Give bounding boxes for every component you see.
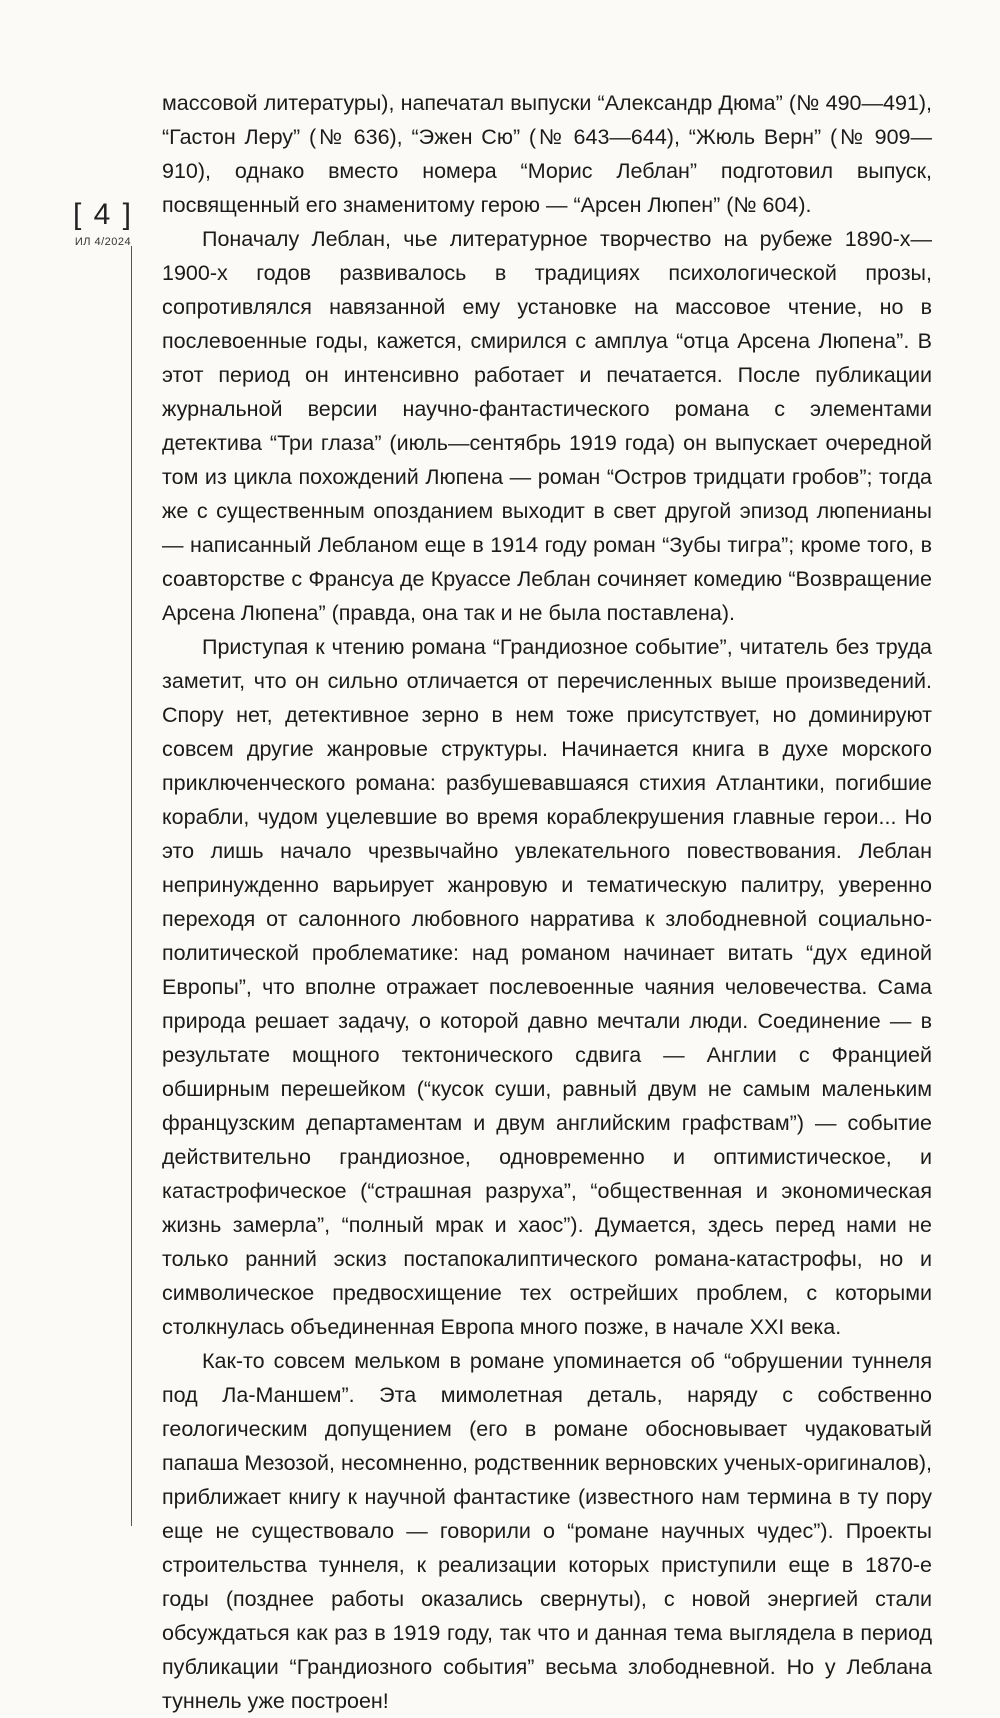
margin-rule [131, 246, 132, 1526]
paragraph-1: массовой литературы), напечатал выпуски “Александр Дюма” (№ 490—491), “Гастон Леру” (№ 636), “Эжен Сю” (№ 643—644), “Жюль Верн” (№ 909—910), однако вместо номера “Морис Леблан” подготовил выпуск, посвященный его знаменитому герою — “Арсен Люпен” (№ 604). [162, 91, 932, 217]
paragraph-3: Приступая к чтению романа “Грандиозное событие”, читатель без труда заметит, что он сильно отличается от перечисленных выше произведений. Спору нет, детективное зерно в нем тоже присутствует, но доминируют совсем другие жанровые структуры. Начинается книга в духе морского приключенческого романа: разбушевавшаяся стихия Атлантики, погибшие корабли, чудом уцелевшие во время кораблекрушения главные герои... Но это лишь начало чрезвычайно увлекательного повествования. Леблан непринужденно варьирует жанровую и тематическую палитру, уверенно переходя от салонного любовного нарратива к злободневной социально-политической проблематике: над романом начинает витать “дух единой Европы”, что вполне отражает послевоенные чаяния человечества. Сама природа решает задачу, о которой давно мечтали люди. Соединение — в результате мощного тектонического сдвига — Англии с Францией обширным перешейком (“кусок суши, равный двум не самым маленьким французским департаментам и двум английским графствам”) — событие действительно грандиозное, одновременно и оптимистическое, и катастрофическое (“страшная разруха”, “общественная и экономическая жизнь замерла”, “полный мрак и хаос”). Думается, здесь перед нами не только ранний эскиз постапокалиптического романа-катастрофы, но и символическое предвосхищение тех острейших проблем, с которыми столкнулась объединенная Европа много позже, в начале XXI века. [162, 635, 932, 1339]
paragraph-4: Как-то совсем мельком в романе упоминается об “обрушении туннеля под Ла-Маншем”. Эта мимолетная деталь, наряду с собственно геологическим допущением (его в романе обосновывает чудаковатый папаша Мезозой, несомненно, родственник верновских ученых-оригиналов), приближает книгу к научной фантастике (известного нам термина в ту пору еще не существовало — говорили о “романе научных чудес”). Проекты строительства туннеля, к реализации которых приступили еще в 1870-е годы (позднее работы оказались свернуты), с новой энергией стали обсуждаться как раз в 1919 году, так что и данная тема выглядела в период публикации “Грандиозного события” весьма злободневной. Но у Леблана туннель уже построен! [162, 1349, 932, 1713]
article-body [162, 86, 932, 1718]
page-number: [ 4 ] [72, 198, 134, 231]
page-margin-info [58, 198, 148, 248]
paragraph-2: Поначалу Леблан, чье литературное творчество на рубеже 1890-х—1900-х годов развивалось в традициях психологической прозы, сопротивлялся навязанной ему установке на массовое чтение, но в послевоенные годы, кажется, смирился с амплуа “отца Арсена Люпена”. В этот период он интенсивно работает и печатается. После публикации журнальной версии научно-фантастического романа с элементами детектива “Три глаза” (июль—сентябрь 1919 года) он выпускает очередной том из цикла похождений Люпена — роман “Остров тридцати гробов”; тогда же с существенным опозданием выходит в свет другой эпизод люпенианы — написанный Лебланом еще в 1914 году роман “Зубы тигра”; кроме того, в соавторстве с Франсуа де Круассе Леблан сочиняет комедию “Возвращение Арсена Люпена” (правда, она так и не была поставлена). [162, 227, 932, 625]
issue-label: ИЛ 4/2024 [74, 236, 132, 248]
